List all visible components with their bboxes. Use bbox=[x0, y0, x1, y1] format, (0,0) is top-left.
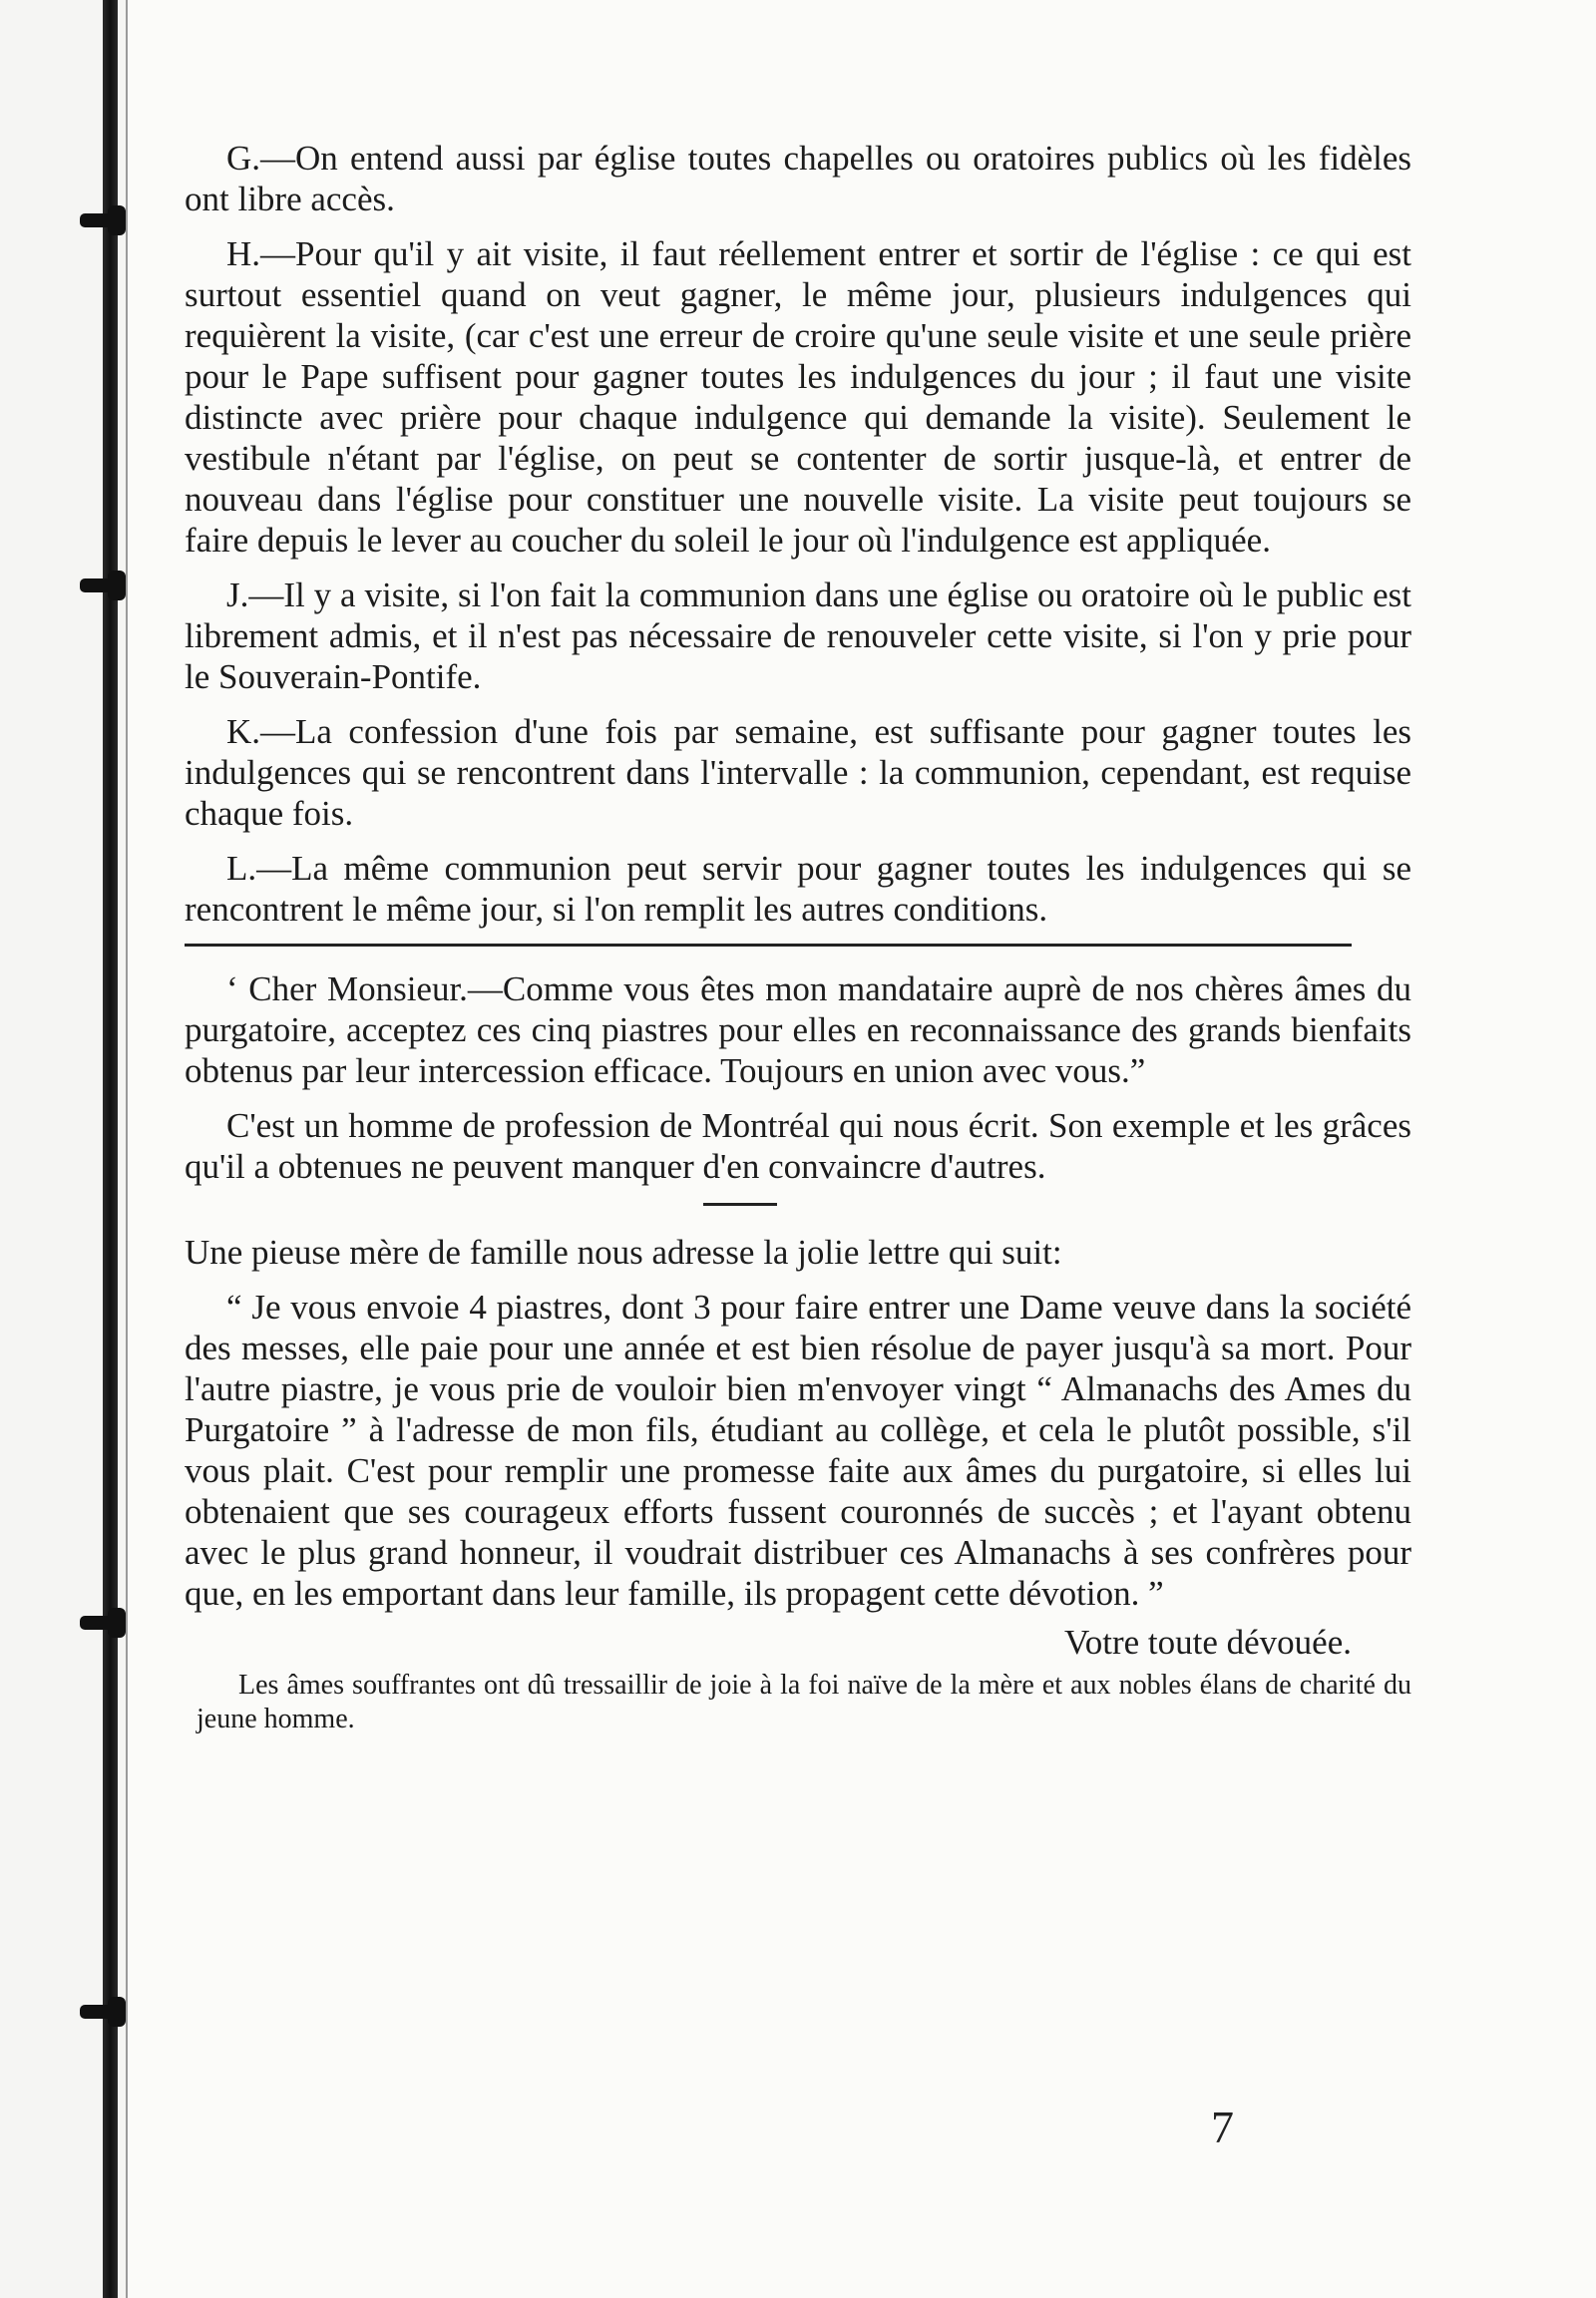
paragraph-g: G.—On entend aussi par église toutes chapelles ou oratoires publics où les fidèles ont libre accès. bbox=[185, 139, 1411, 218]
page-number: 7 bbox=[1211, 2102, 1234, 2152]
letter-quote-2: “ Je vous envoie 4 piastres, dont 3 pour faire entrer une Dame veuve dans la société des messes, elle paie pour une année et est bien résolue de payer jusqu'à sa mort. Pour l'autre piastre, je vous prie de vouloir bien m'envoyer vingt “ Almanachs des Ames du Purgatoire ” à l'adresse de mon fils, étudiant au collège, et cela le plutôt possible, s'il vous plait. C'est pour remplir une promesse faite aux âmes du purgatoire, si elles lui obtenaient que ses courageux efforts fussent couronnés de succès ; et l'ayant obtenu avec le plus grand honneur, il voudrait distribuer ces Almanachs à ses confrères pour que, en les emportant dans leur famille, ils propagent cette dévotion. ” bbox=[185, 1288, 1411, 1613]
paragraph-h: H.—Pour qu'il y ait visite, il faut réellement entrer et sortir de l'église : ce qui est surtout essentiel quand on veut gagner, le même jour, plusieurs indulgences qui requièrent la visite, (car c'est une erreur de croire qu'une seule visite et une seule prière pour le Pape suffisent pour gagner toutes les indulgences du jour ; il faut une visite distincte avec prière pour chaque indulgence qui demande la visite). Seulement le vestibule n'étant par l'église, on peut se contenter de sortir jusque-là, et entrer de nouveau dans l'église pour constituer une nouvelle visite. La visite peut toujours se faire depuis le lever au coucher du soleil le jour où l'indulgence est appliquée. bbox=[185, 234, 1411, 560]
paragraph-l: L.—La même communion peut servir pour gagner toutes les indulgences qui se rencontrent le même jour, si l'on remplit les autres conditions. bbox=[185, 849, 1411, 929]
letter-quote: ‘ Cher Monsieur.—Comme vous êtes mon mandataire auprè de nos chères âmes du purgatoire, acceptez ces cinq piastres pour elles en reconnaissance des grands bienfaits obtenus par leur intercession efficace. Toujours en union avec vous.” bbox=[185, 969, 1411, 1090]
paragraph-j: J.—Il y a visite, si l'on fait la communion dans une église ou oratoire où le public est librement admis, et il n'est pas nécessaire de renouveler cette visite, si l'on y prie pour le Souverain-Pontife. bbox=[185, 575, 1411, 696]
letter-signature: Votre toute dévouée. bbox=[1063, 1623, 1352, 1662]
binding-spine bbox=[103, 0, 118, 2298]
section-divider bbox=[185, 944, 1352, 947]
closing-note: Les âmes souffrantes ont dû tressaillir de joie à la foi naïve de la mère et aux nobles élans de charité du jeune homme. bbox=[197, 1670, 1411, 1734]
paragraph-k: K.—La confession d'une fois par semaine, est suffisante pour gagner toutes les indulgences qui se rencontrent dans l'intervalle : la communion, cependant, est requise chaque fois. bbox=[185, 712, 1411, 833]
letter-intro: Une pieuse mère de famille nous adresse la jolie lettre qui suit: bbox=[185, 1233, 1062, 1272]
short-divider bbox=[703, 1203, 777, 1206]
page-text bbox=[185, 138, 1411, 1750]
letter-comment: C'est un homme de profession de Montréal qui nous écrit. Son exemple et les grâces qu'il a obtenues ne peuvent manquer d'en convaincre d'autres. bbox=[185, 1106, 1411, 1186]
